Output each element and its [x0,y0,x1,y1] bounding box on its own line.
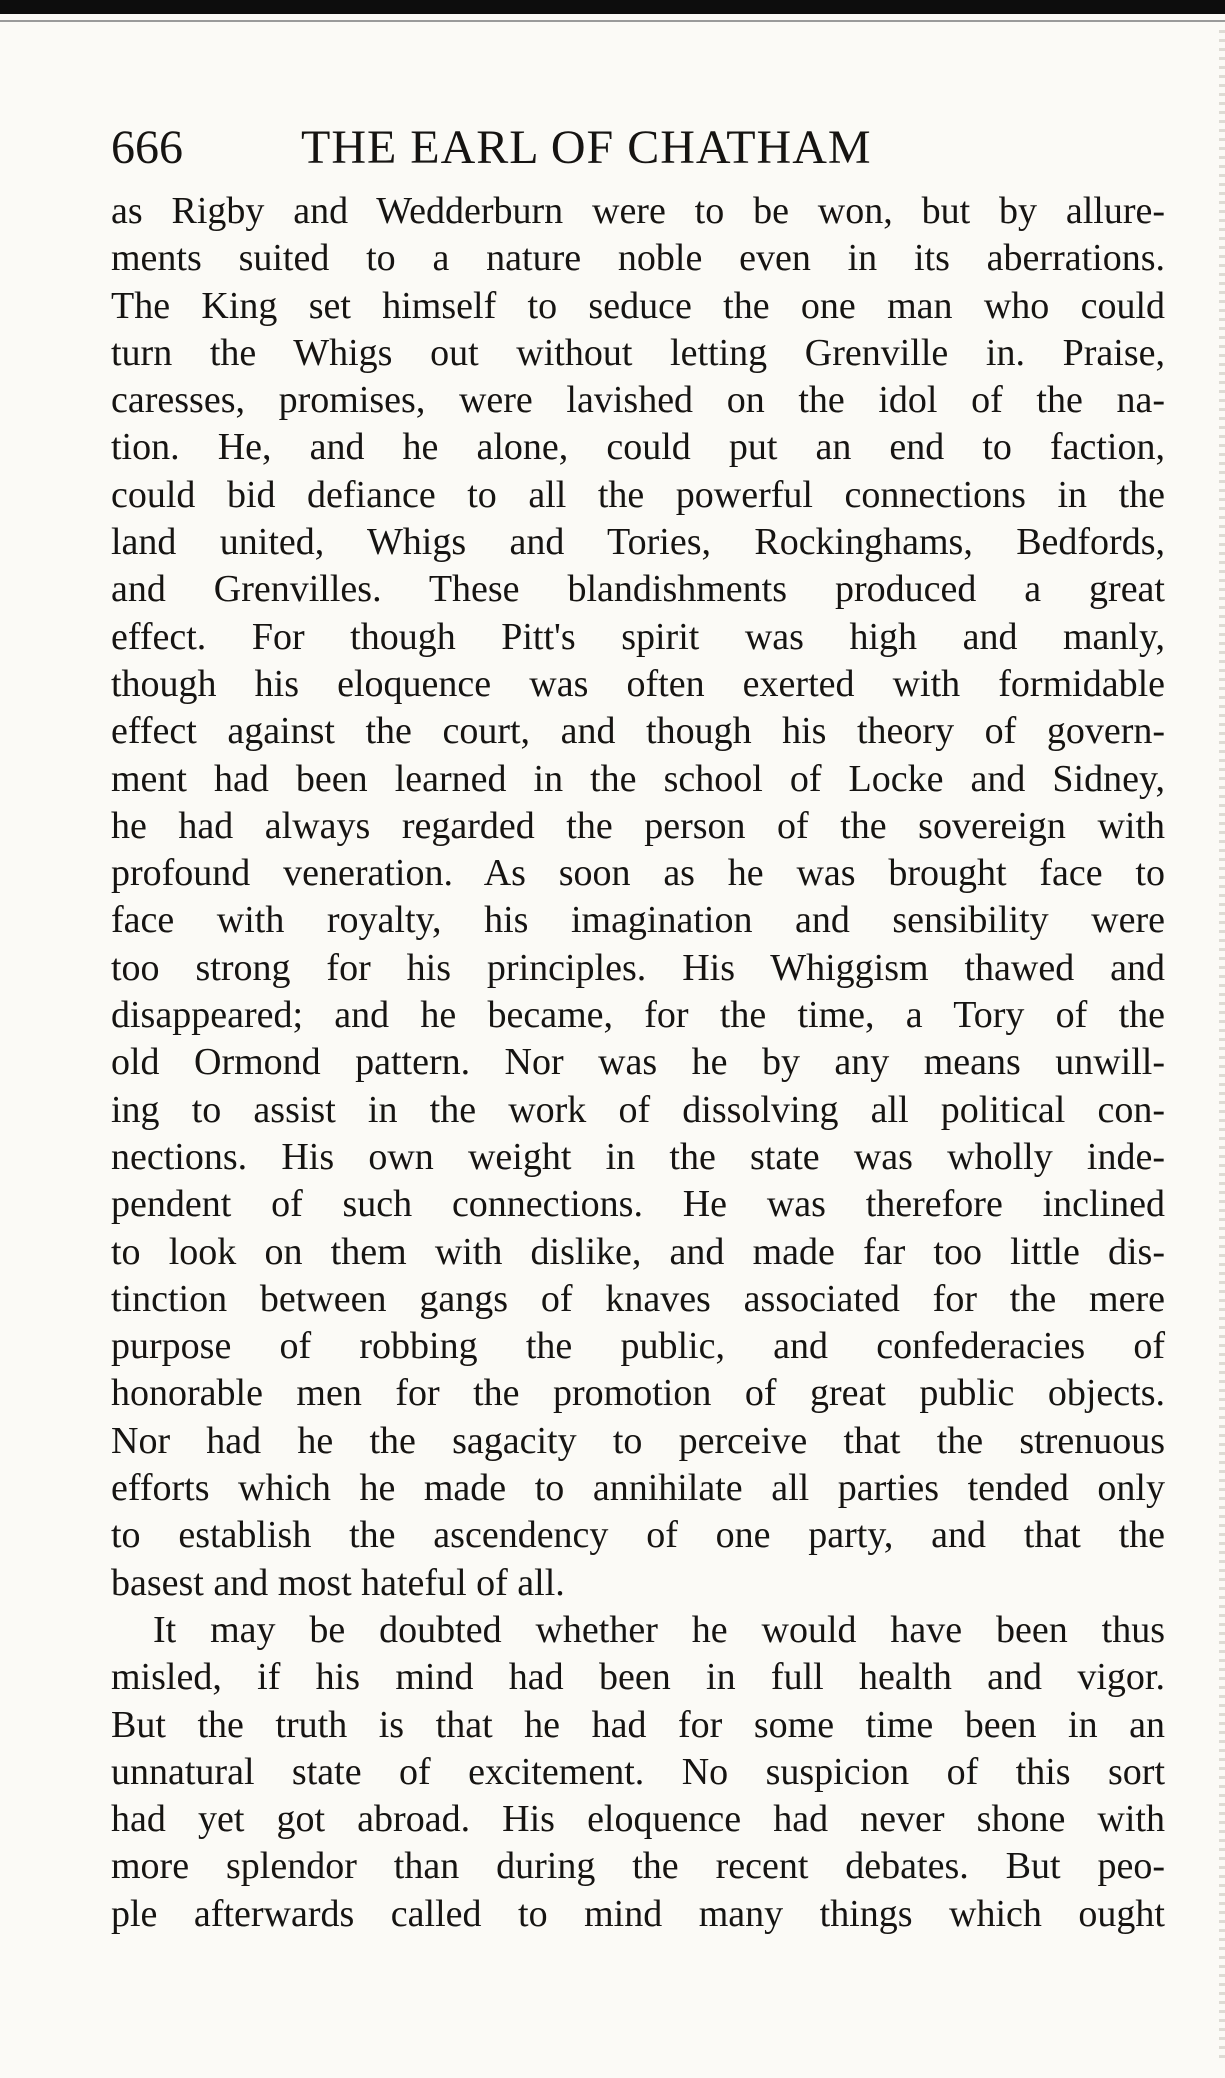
text-line: too strong for his principles. His Whiggism thawed and [111,946,1165,989]
text-line: ing to assist in the work of dissolving all political con- [111,1088,1165,1131]
text-line: unnatural state of excitement. No suspicion of this sort [111,1750,1165,1793]
paragraph-2 [111,1607,1165,1938]
book-page [111,108,1165,1938]
text-line: land united, Whigs and Tories, Rockinghams, Bedfords, [111,521,1165,564]
text-line: old Ormond pattern. Nor was he by any means unwill- [111,1041,1165,1084]
text-line: disappeared; and he became, for the time, a Tory of the [111,994,1165,1037]
text-line: and Grenvilles. These blandishments produced a great [111,568,1165,611]
text-line: to establish the ascendency of one party, and that the [111,1514,1165,1557]
text-line: as Rigby and Wedderburn were to be won, but by allure- [111,190,1165,232]
running-head [111,108,1165,188]
text-line: Nor had he the sagacity to perceive that the strenuous [111,1419,1165,1462]
text-line: though his eloquence was often exerted with formidable [111,662,1165,705]
paragraph-1 [111,188,1165,1607]
text-line: basest and most hateful of all. [111,1561,565,1604]
text-line: The King set himself to seduce the one man who could [111,284,1165,327]
text-line: to look on them with dislike, and made far too little dis- [111,1230,1165,1273]
page-number: 666 [111,121,183,174]
text-line: efforts which he made to annihilate all parties tended only [111,1467,1165,1510]
page-edge-shadow [1219,30,1225,2060]
text-line: could bid defiance to all the powerful connections in the [111,473,1165,516]
text-line: more splendor than during the recent debates. But peo- [111,1845,1165,1888]
top-border-hairline [0,20,1225,22]
text-line: tinction between gangs of knaves associated for the mere [111,1277,1165,1320]
text-line: purpose of robbing the public, and confederacies of [111,1325,1165,1368]
text-line: he had always regarded the person of the sovereign with [111,804,1165,847]
text-line: effect. For though Pitt's spirit was high and manly, [111,615,1165,658]
text-line: face with royalty, his imagination and sensibility were [111,899,1165,942]
chapter-title: THE EARL OF CHATHAM [301,121,872,174]
text-line: profound veneration. As soon as he was brought face to [111,852,1165,895]
text-line: turn the Whigs out without letting Grenville in. Praise, [111,331,1165,374]
text-line: caresses, promises, were lavished on the idol of the na- [111,379,1165,422]
text-line: ple afterwards called to mind many things which ought [111,1892,1165,1935]
text-line: ments suited to a nature noble even in its aberrations. [111,237,1165,280]
text-line: tion. He, and he alone, could put an end to faction, [111,426,1165,469]
text-line: pendent of such connections. He was therefore inclined [111,1183,1165,1226]
text-line: But the truth is that he had for some time been in an [111,1703,1165,1746]
text-line: ment had been learned in the school of Locke and Sidney, [111,757,1165,800]
text-line: had yet got abroad. His eloquence had never shone with [111,1798,1165,1841]
text-line: misled, if his mind had been in full health and vigor. [111,1656,1165,1699]
text-line: nections. His own weight in the state was wholly inde- [111,1135,1165,1178]
text-line: effect against the court, and though his theory of govern- [111,710,1165,753]
text-line: It may be doubted whether he would have been thus [153,1608,1165,1651]
top-border-rule [0,0,1225,14]
body-text [111,188,1165,1938]
text-line: honorable men for the promotion of great public objects. [111,1372,1165,1415]
